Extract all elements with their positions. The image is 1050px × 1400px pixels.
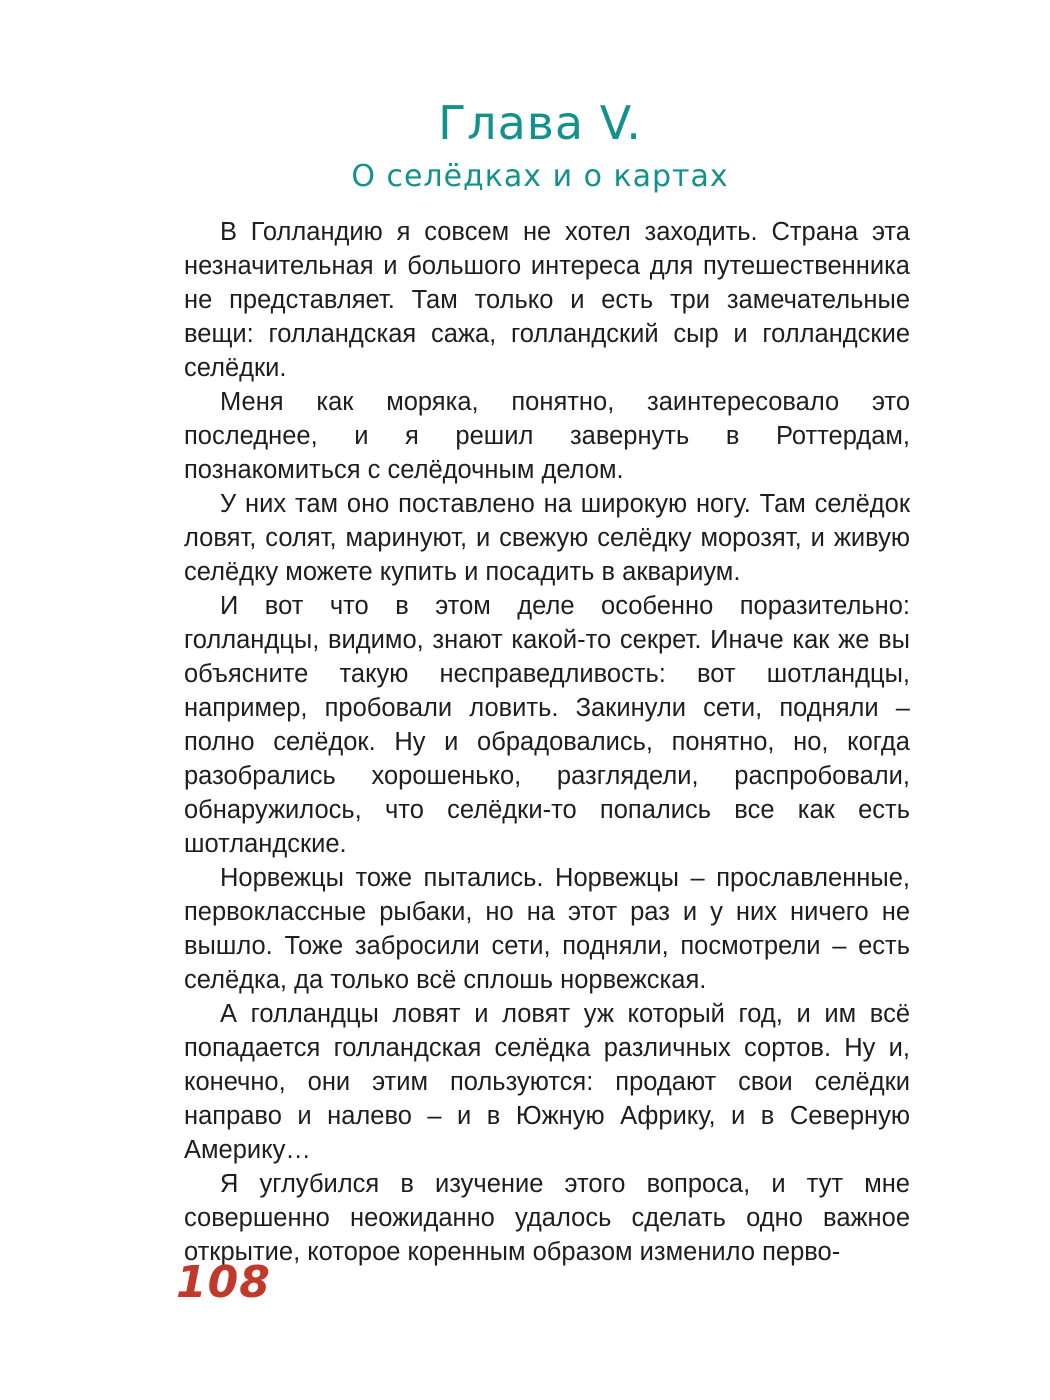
paragraph: И вот что в этом деле особенно поразительно: голландцы, видимо, знают какой-то секрет. Иначе как же вы объясните такую несправедливость: вот шотландцы, например, пробовали ловить. Закинули сети, подняли – полно селёдок. Ну и обрадовались, понятно, но, когда разобрались хорошенько, разглядели, распробовали, обнаружилось, что селёдки-то попались все как есть шотландские.: [184, 592, 910, 858]
paragraph: У них там оно поставлено на широкую ногу. Там селёдок ловят, солят, маринуют, и свежую селёдку морозят, и живую селёдку можете купить и посадить в аквариум.: [184, 490, 910, 586]
paragraph: А голландцы ловят и ловят уж который год, и им всё попадается голландская селёдка различных сортов. Ну и, конечно, они этим пользуются: продают свои селёдки направо и налево – и в Южную Африку, и в Северную Америку…: [184, 1000, 910, 1164]
paragraph: Меня как моряка, понятно, заинтересовало это последнее, и я решил завернуть в Роттердам, познакомиться с селёдочным делом.: [184, 388, 910, 484]
paragraph: Норвежцы тоже пытались. Норвежцы – прославленные, первоклассные рыбаки, но на этот раз и у них ничего не вышло. Тоже забросили сети, подняли, посмотрели – есть селёдка, да только всё сплошь норвежская.: [184, 864, 910, 994]
paragraph: Я углубился в изучение этого вопроса, и тут мне совершенно неожиданно удалось сделать одно важное открытие, которое коренным образом изменило перво-: [184, 1170, 910, 1266]
chapter-title: О селёдках и о картах: [351, 159, 729, 194]
chapter-text: [184, 215, 910, 1269]
chapter-header: [0, 95, 1050, 199]
chapter-number: Глава V.: [438, 96, 642, 150]
paragraph: В Голландию я совсем не хотел заходить. Страна эта незначительная и большого интереса для путешественника не представляет. Там только и есть три замечательные вещи: голландская сажа, голландский сыр и голландские селёдки.: [184, 218, 910, 382]
page-number: 108: [176, 1257, 271, 1308]
